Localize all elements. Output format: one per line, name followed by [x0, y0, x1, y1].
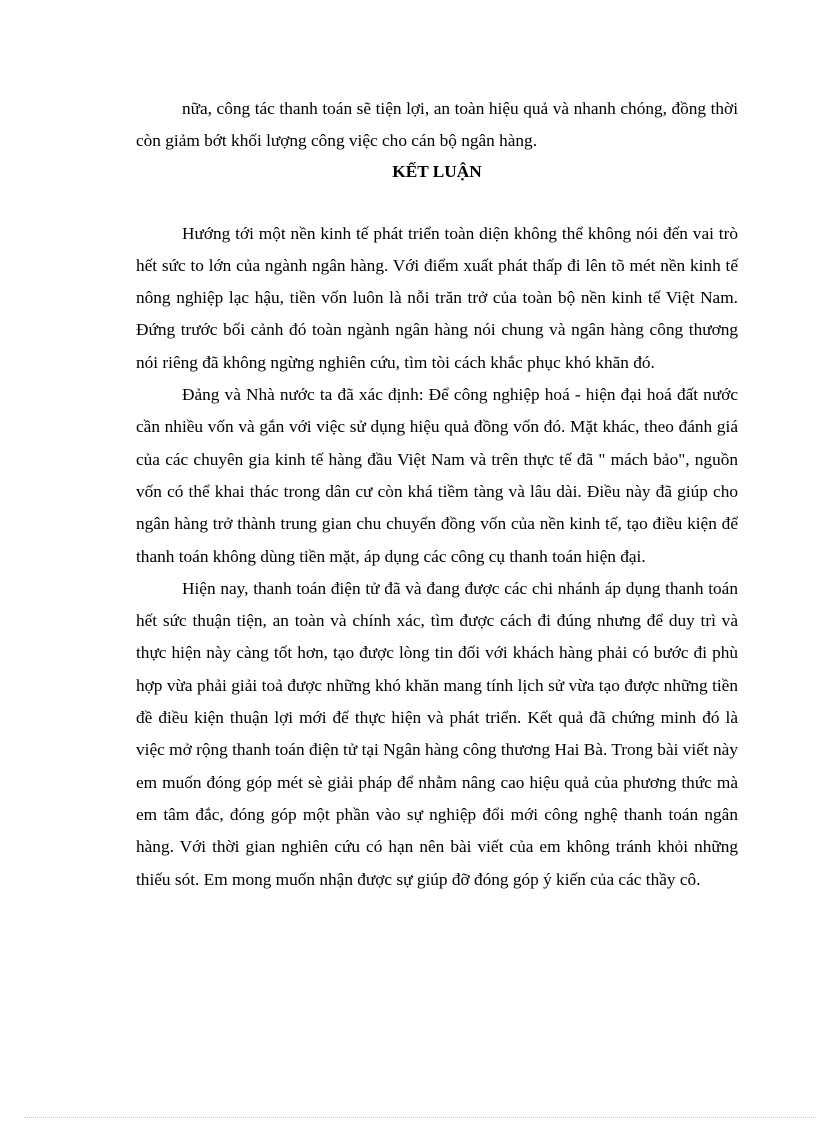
paragraph-1: Hướng tới một nền kinh tế phát triển toàn diện không thể không nói đến vai trò hết sức to lớn của ngành ngân hàng. Với điểm xuất phát thấp đi lên tõ mét nền kinh tế nông nghiệp lạc hậu, tiền vốn luôn là nỗi trăn trở của toàn bộ nền kinh tế Việt Nam. Đứng trước bối cảnh đó toàn ngành ngân hàng nói chung và ngân hàng công thương nói riêng đã không ngừng nghiên cứu, tìm tòi cách khắc phục khó khăn đó.	[136, 223, 738, 372]
intro-paragraph: nữa, công tác thanh toán sẽ tiện lợi, an toàn hiệu quả và nhanh chóng, đồng thời còn giảm bớt khối lượng công việc cho cán bộ ngân hàng.	[136, 99, 738, 151]
paragraph-2: Đảng và Nhà nước ta đã xác định: Để công nghiệp hoá - hiện đại hoá đất nước cần nhiều vốn và gắn với việc sử dụng hiệu quả đồng vốn đó. Mặt khác, theo đánh giá của các chuyên gia kinh tế hàng đầu Việt Nam và trên thực tế đã " mách bảo", nguồn vốn có thể khai thác trong dân cư còn khá tiềm tàng và lâu dài. Điều này đã giúp cho ngân hàng trở thành trung gian chu chuyển đồng vốn của nền kinh tế, tạo điều kiện để thanh toán không dùng tiền mặt, áp dụng các công cụ thanh toán hiện đại.	[136, 385, 738, 566]
document-body	[136, 93, 738, 896]
paragraph-3: Hiện nay, thanh toán điện tử đã và đang được các chi nhánh áp dụng thanh toán hết sức thuận tiện, an toàn và chính xác, tìm được cách đi đúng nhưng để duy trì và thực hiện này càng tốt hơn, tạo được lòng tin đối với khách hàng phải có bước đi phù hợp vừa phải giải toả được những khó khăn mang tính lịch sử vừa tạo được những tiền đề điều kiện thuận lợi mới để thực hiện và phát triển. Kết quả đã chứng minh đó là việc mở rộng thanh toán điện tử tại Ngân hàng công thương Hai Bà. Trong bài viết này em muốn đóng góp mét sè giải pháp để nhằm nâng cao hiệu quả của phương thức mà em tâm đắc, đóng góp một phần vào sự nghiệp đổi mới công nghệ thanh toán ngân hàng. Với thời gian nghiên cứu có hạn nên bài viết của em không tránh khỏi những thiếu sót. Em mong muốn nhận được sự giúp đỡ đóng góp ý kiến của các thầy cô.	[136, 578, 738, 889]
page-bottom-divider	[24, 1117, 816, 1118]
section-heading: KẾT LUẬN	[392, 161, 482, 181]
